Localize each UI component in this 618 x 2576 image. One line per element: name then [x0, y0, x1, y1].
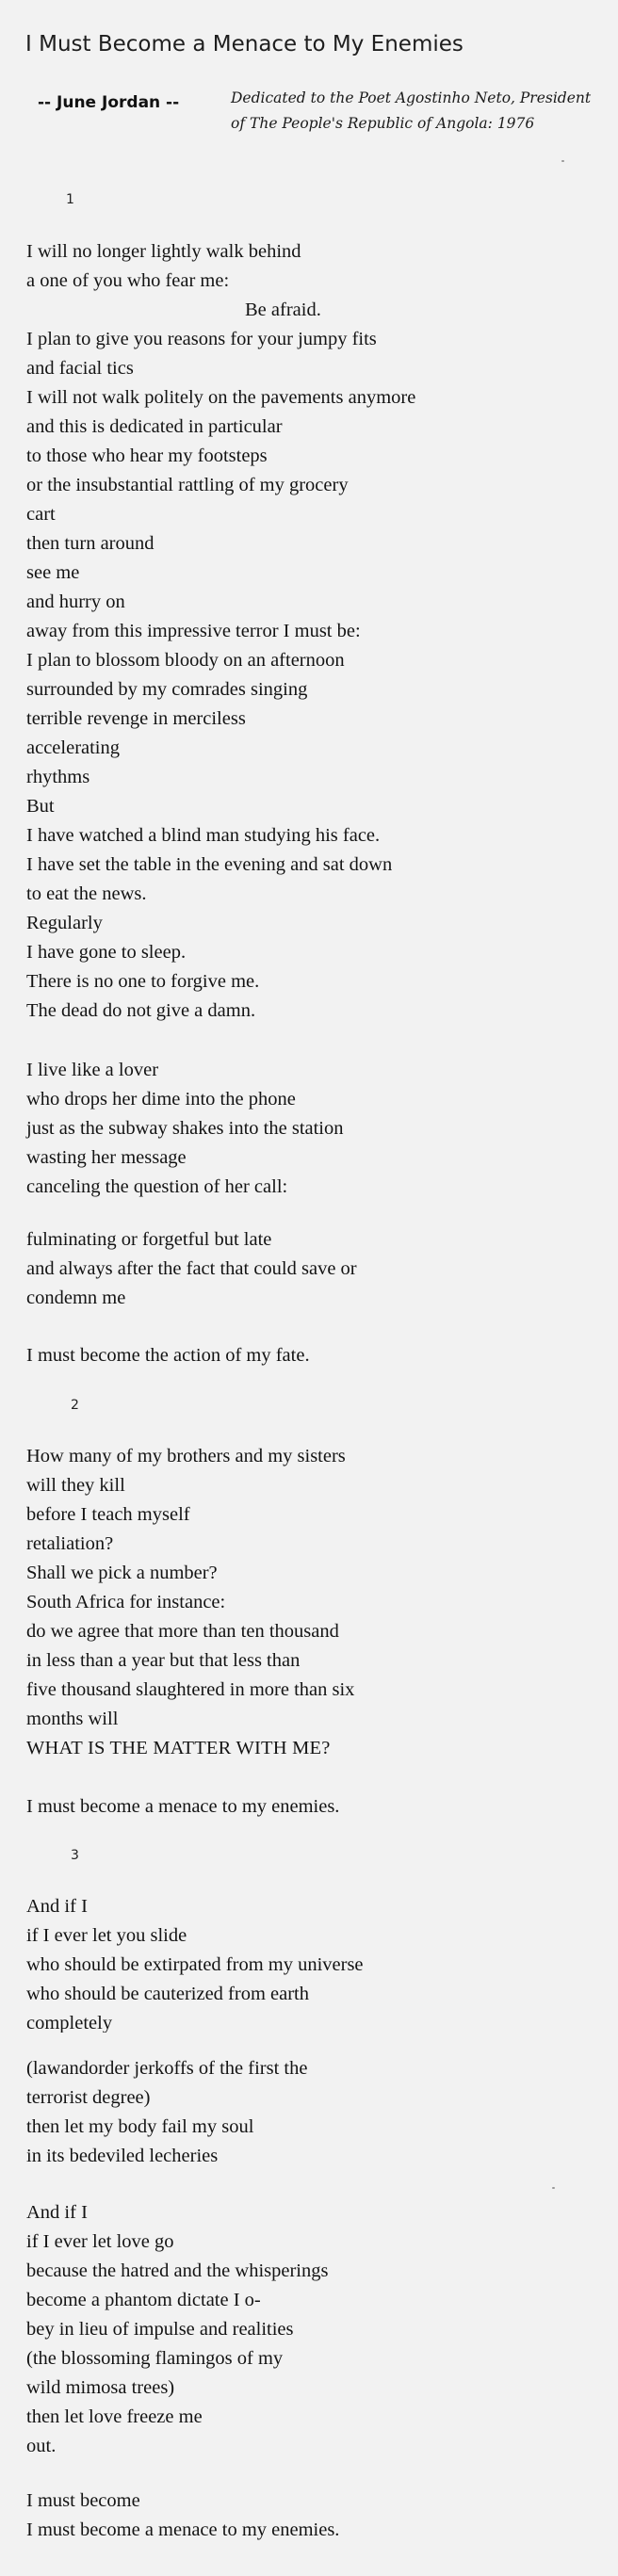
poem-line: will they kill — [26, 1475, 125, 1496]
poem-line: just as the subway shakes into the station — [26, 1118, 344, 1139]
poem-line: become a phantom dictate I o- — [26, 2290, 261, 2310]
poem-line: (lawandorder jerkoffs of the first the — [26, 2058, 308, 2079]
poem-line: to those who hear my footsteps — [26, 446, 268, 466]
poem-line: How many of my brothers and my sisters — [26, 1446, 346, 1466]
poem-line: and always after the fact that could save or — [26, 1258, 357, 1279]
poem-line: surrounded by my comrades singing — [26, 679, 308, 700]
dedication-line: of The People's Republic of Angola: 1976 — [231, 115, 535, 132]
scan-speck — [561, 160, 564, 162]
poem-line: if I ever let love go — [26, 2231, 174, 2252]
poem-line: I plan to blossom bloody on an afternoon — [26, 650, 345, 671]
scan-speck — [552, 2187, 555, 2189]
poem-line: terrorist degree) — [26, 2087, 151, 2108]
dedication-line: Dedicated to the Poet Agostinho Neto, President — [231, 89, 592, 106]
poem-line: do we agree that more than ten thousand — [26, 1621, 339, 1642]
stanza — [26, 1792, 592, 1822]
poem-line: then let love freeze me — [26, 2406, 203, 2427]
poem-line: I must become a menace to my enemies. — [26, 1796, 340, 1817]
poem-line: I must become the action of my fate. — [26, 1345, 310, 1366]
stanza — [26, 2198, 592, 2461]
poem-line: and this is dedicated in particular — [26, 416, 283, 437]
poem-line: who should be cauterized from earth — [26, 1984, 309, 2004]
poem-line: in less than a year but that less than — [26, 1650, 301, 1671]
poem-line: There is no one to forgive me. — [26, 971, 260, 992]
stanza — [26, 2487, 592, 2545]
poem-line: Shall we pick a number? — [26, 1563, 218, 1583]
stanza — [26, 1056, 592, 1202]
poem-line: I have set the table in the evening and sat down — [26, 854, 393, 875]
poem-line: months will — [26, 1709, 119, 1729]
poem-line: I have gone to sleep. — [26, 942, 187, 963]
poem-title: I Must Become a Menace to My Enemies — [25, 32, 464, 57]
poem-line: see me — [26, 562, 80, 583]
poem-line: wasting her message — [26, 1147, 187, 1168]
poem-line: I will not walk politely on the pavements anymore — [26, 387, 416, 408]
poem-line: cart — [26, 504, 56, 525]
poem-line: and hurry on — [26, 591, 125, 612]
poem-line: Be afraid. — [245, 300, 321, 320]
poem-line: rhythms — [26, 767, 90, 787]
poem-line: out. — [26, 2436, 57, 2456]
poem-line: WHAT IS THE MATTER WITH ME? — [26, 1738, 331, 1758]
poem-line: Regularly — [26, 913, 103, 933]
poem-line: away from this impressive terror I must be: — [26, 621, 361, 641]
poem-line: And if I — [26, 2202, 88, 2223]
poem-line: (the blossoming flamingos of my — [26, 2348, 284, 2369]
stanza — [26, 1892, 592, 2033]
section-number: 3 — [71, 1848, 79, 1863]
poem-line: to eat the news. — [26, 883, 147, 904]
poem-line: fulminating or forgetful but late — [26, 1229, 272, 1250]
poem-line: who drops her dime into the phone — [26, 1089, 296, 1110]
poem-line: I must become a menace to my enemies. — [26, 2519, 340, 2540]
poem-line: accelerating — [26, 737, 121, 758]
poem-line: in its bedeviled lecheries — [26, 2146, 219, 2166]
poem-dedication — [231, 86, 608, 137]
poem-line: then let my body fail my soul — [26, 2116, 254, 2137]
stanza — [26, 1341, 592, 1370]
poem-line: I must become — [26, 2490, 140, 2511]
poem-line: And if I — [26, 1896, 88, 1917]
poem-line: and facial tics — [26, 358, 134, 379]
stanza — [26, 2054, 592, 2171]
poem-line: bey in lieu of impulse and realities — [26, 2319, 294, 2340]
poem-line: wild mimosa trees) — [26, 2377, 175, 2398]
poem-line: But — [26, 796, 55, 817]
poem-line: completely — [26, 2013, 113, 2033]
poem-line: retaliation? — [26, 1533, 114, 1554]
poem-line: terrible revenge in merciless — [26, 708, 246, 729]
poem-line: because the hatred and the whisperings — [26, 2260, 329, 2281]
section-number: 2 — [71, 1398, 79, 1413]
poem-line: a one of you who fear me: — [26, 270, 230, 291]
poem-line: before I teach myself — [26, 1504, 190, 1525]
poem-line: I plan to give you reasons for your jumpy fits — [26, 329, 377, 349]
poem-author: -- June Jordan -- — [38, 93, 180, 112]
stanza — [26, 237, 592, 1026]
poem-line: I live like a lover — [26, 1060, 159, 1080]
poem-line: then turn around — [26, 533, 154, 554]
poem-line: I will no longer lightly walk behind — [26, 241, 301, 262]
poem-line: or the insubstantial rattling of my grocery — [26, 475, 349, 495]
stanza — [26, 1225, 592, 1313]
poem-line: five thousand slaughtered in more than six — [26, 1679, 355, 1700]
section-number: 1 — [66, 192, 74, 207]
poem-line: who should be extirpated from my universe — [26, 1954, 364, 1975]
poem-line: canceling the question of her call: — [26, 1176, 288, 1197]
stanza — [26, 1442, 592, 1763]
poem-line: condemn me — [26, 1288, 126, 1308]
poem-line: I have watched a blind man studying his face. — [26, 825, 381, 846]
poem-line: if I ever let you slide — [26, 1925, 187, 1946]
poem-line: South Africa for instance: — [26, 1592, 226, 1612]
poem-line: The dead do not give a damn. — [26, 1000, 256, 1021]
